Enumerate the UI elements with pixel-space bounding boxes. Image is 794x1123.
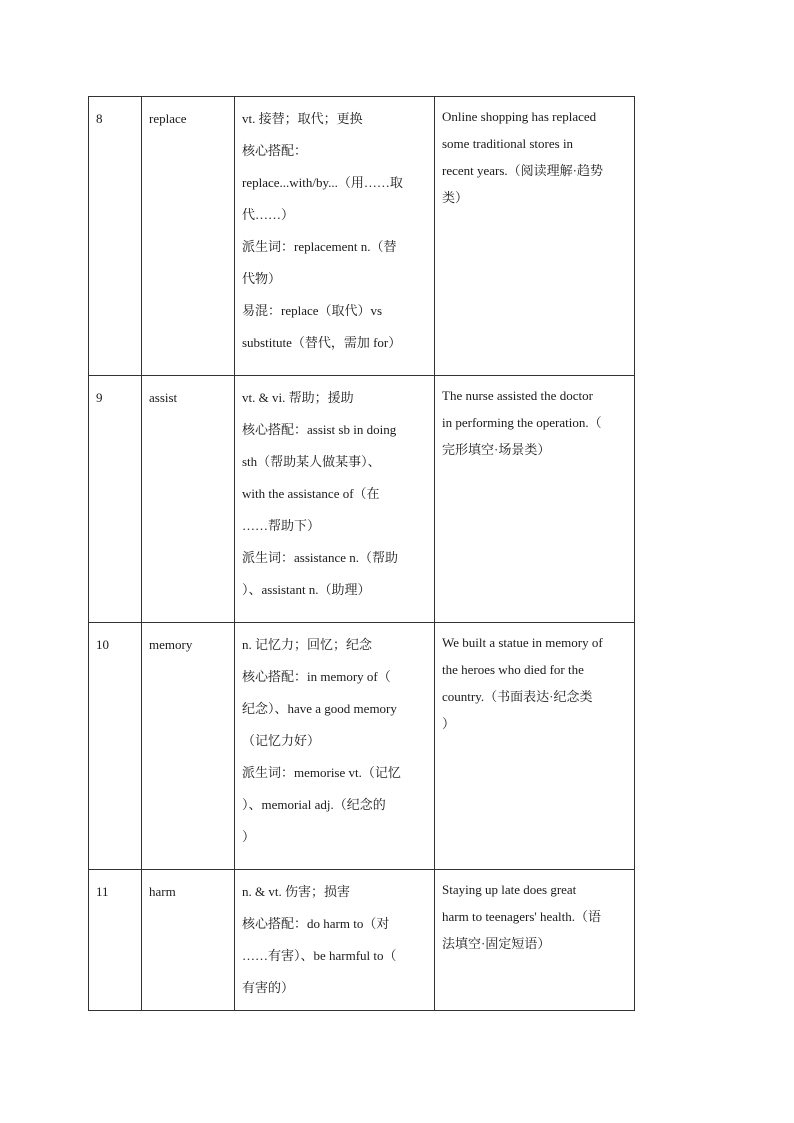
vocab-word: replace xyxy=(142,97,235,376)
row-number: 10 xyxy=(89,623,142,870)
definition-line: 派生词：memorise vt.（记忆 xyxy=(242,765,401,780)
definition-line: ）、assistant n.（助理） xyxy=(242,582,371,597)
definition-line: 派生词：assistance n.（帮助 xyxy=(242,550,398,565)
table-row xyxy=(89,97,635,376)
vocab-word: assist xyxy=(142,376,235,623)
definition-line: 代……） xyxy=(242,207,295,222)
example-line: harm to teenagers' health.（语 xyxy=(442,909,602,924)
example-cell xyxy=(435,870,635,1011)
example-line: The nurse assisted the doctor xyxy=(442,388,593,403)
definition-line: vt. & vi. 帮助；援助 xyxy=(242,390,354,405)
definition-line: sth（帮助某人做某事）、 xyxy=(242,454,381,469)
example-cell xyxy=(435,623,635,870)
row-number: 11 xyxy=(89,870,142,1011)
definition-line: 代物） xyxy=(242,271,282,286)
example-cell xyxy=(435,97,635,376)
example-line: country.（书面表达·纪念类 xyxy=(442,689,593,704)
definition-line: 纪念）、have a good memory xyxy=(242,701,397,716)
definition-line: ……帮助下） xyxy=(242,518,321,533)
definition-line: n. 记忆力；回忆；纪念 xyxy=(242,637,373,652)
definition-line: ） xyxy=(242,829,256,844)
example-cell xyxy=(435,376,635,623)
table-row xyxy=(89,870,635,1011)
definition-line: vt. 接替；取代；更换 xyxy=(242,111,363,126)
example-line: some traditional stores in xyxy=(442,136,574,151)
definition-line: ）、memorial adj.（纪念的 xyxy=(242,797,386,812)
definition-line: ……有害）、be harmful to（ xyxy=(242,948,397,963)
example-line: 完形填空·场景类） xyxy=(442,442,551,457)
definition-cell xyxy=(235,376,435,623)
definition-line: substitute（替代，需加 for） xyxy=(242,335,402,350)
definition-line: 易混：replace（取代）vs xyxy=(242,303,383,318)
definition-cell xyxy=(235,97,435,376)
example-line: 法填空·固定短语） xyxy=(442,936,551,951)
definition-line: （记忆力好） xyxy=(242,733,321,748)
example-line: We built a statue in memory of xyxy=(442,635,603,650)
example-line: 类） xyxy=(442,190,469,205)
definition-line: 有害的） xyxy=(242,980,295,995)
vocabulary-table-body xyxy=(89,97,635,1011)
definition-line: 核心搭配：do harm to（对 xyxy=(242,916,390,931)
row-number: 8 xyxy=(89,97,142,376)
vocabulary-table xyxy=(88,96,635,1011)
example-line: Staying up late does great xyxy=(442,882,577,897)
example-line: ） xyxy=(442,716,456,731)
example-line: Online shopping has replaced xyxy=(442,109,597,124)
example-line: recent years.（阅读理解·趋势 xyxy=(442,163,604,178)
example-line: the heroes who died for the xyxy=(442,662,584,677)
table-row xyxy=(89,623,635,870)
example-line: in performing the operation.（ xyxy=(442,415,602,430)
definition-line: 核心搭配：assist sb in doing xyxy=(242,422,397,437)
definition-cell xyxy=(235,870,435,1011)
definition-line: 核心搭配： xyxy=(242,143,308,158)
vocab-word: harm xyxy=(142,870,235,1011)
vocab-word: memory xyxy=(142,623,235,870)
table-row xyxy=(89,376,635,623)
definition-line: with the assistance of（在 xyxy=(242,486,380,501)
definition-line: n. & vt. 伤害；损害 xyxy=(242,884,350,899)
row-number: 9 xyxy=(89,376,142,623)
definition-line: 派生词：replacement n.（替 xyxy=(242,239,397,254)
definition-line: 核心搭配：in memory of（ xyxy=(242,669,391,684)
definition-line: replace...with/by...（用……取 xyxy=(242,175,403,190)
definition-cell xyxy=(235,623,435,870)
